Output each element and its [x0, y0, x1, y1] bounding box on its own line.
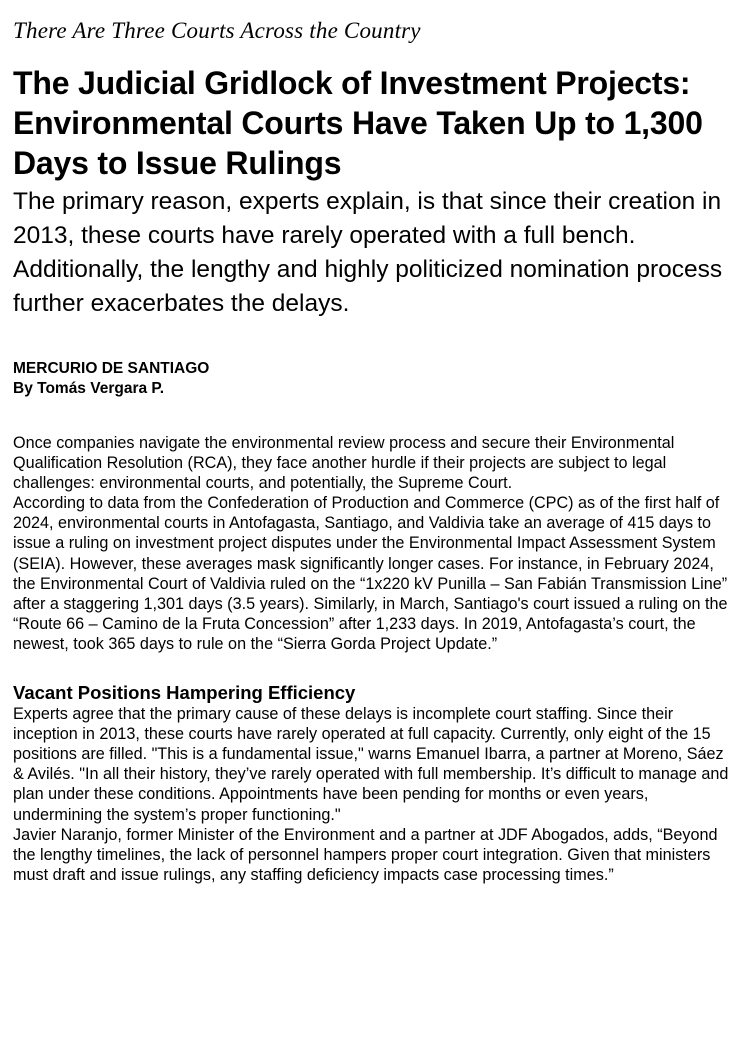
dek: The primary reason, experts explain, is that since their creation in 2013, these courts have rarely operated with a full bench. Additionally, the lengthy and highly politicized nomination process further exacerbates the delays. — [13, 188, 723, 317]
article — [13, 0, 738, 885]
publication-name: MERCURIO DE SANTIAGO — [13, 360, 210, 377]
byline — [13, 359, 738, 399]
headline: The Judicial Gridlock of Investment Projects: Environmental Courts Have Taken Up to 1,300 Days to Issue Rulings — [13, 65, 703, 181]
body-paragraph: According to data from the Confederation of Production and Commerce (CPC) as of the first half of 2024, environmental courts in Antofagasta, Santiago, and Valdivia take an average of 415 days to issue a ruling on investment project disputes under the Environmental Impact Assessment System (SEIA). However, these averages mask significantly longer cases. For instance, in February 2024, the Environmental Court of Valdivia ruled on the “1x220 kV Punilla – San Fabián Transmission Line” after a staggering 1,301 days (3.5 years). Similarly, in March, Santiago's court issued a ruling on the “Route 66 – Camino de la Fruta Concession” after 1,233 days. In 2019, Antofagasta’s court, the newest, took 365 days to rule on the “Sierra Gorda Project Update.” — [13, 494, 728, 653]
section-subhead: Vacant Positions Hampering Efficiency — [13, 682, 356, 704]
kicker: There Are Three Courts Across the Country — [13, 18, 421, 43]
body-paragraph: Experts agree that the primary cause of these delays is incomplete court staffing. Since their inception in 2013, these courts have rarely operated at full capacity. Currently, only eight of the 15 positions are filled. "This is a fundamental issue," warns Emanuel Ibarra, a partner at Moreno, Sáez & Avilés. "In all their history, they’ve rarely operated with full membership. It’s difficult to manage and plan under these conditions. Appointments have been pending for months or even years, undermining the system’s proper functioning." — [13, 705, 729, 824]
author-name: By Tomás Vergara P. — [13, 380, 165, 397]
body-paragraph: Once companies navigate the environmental review process and secure their Environmental Qualification Resolution (RCA), they face another hurdle if their projects are subject to legal challenges: environmental courts, and potentially, the Supreme Court. — [13, 434, 675, 493]
body-paragraph: Javier Naranjo, former Minister of the Environment and a partner at JDF Abogados, adds, “Beyond the lengthy timelines, the lack of personnel hampers proper court integration. Given that ministers must draft and issue rulings, any staffing deficiency impacts case processing times.” — [13, 825, 718, 884]
